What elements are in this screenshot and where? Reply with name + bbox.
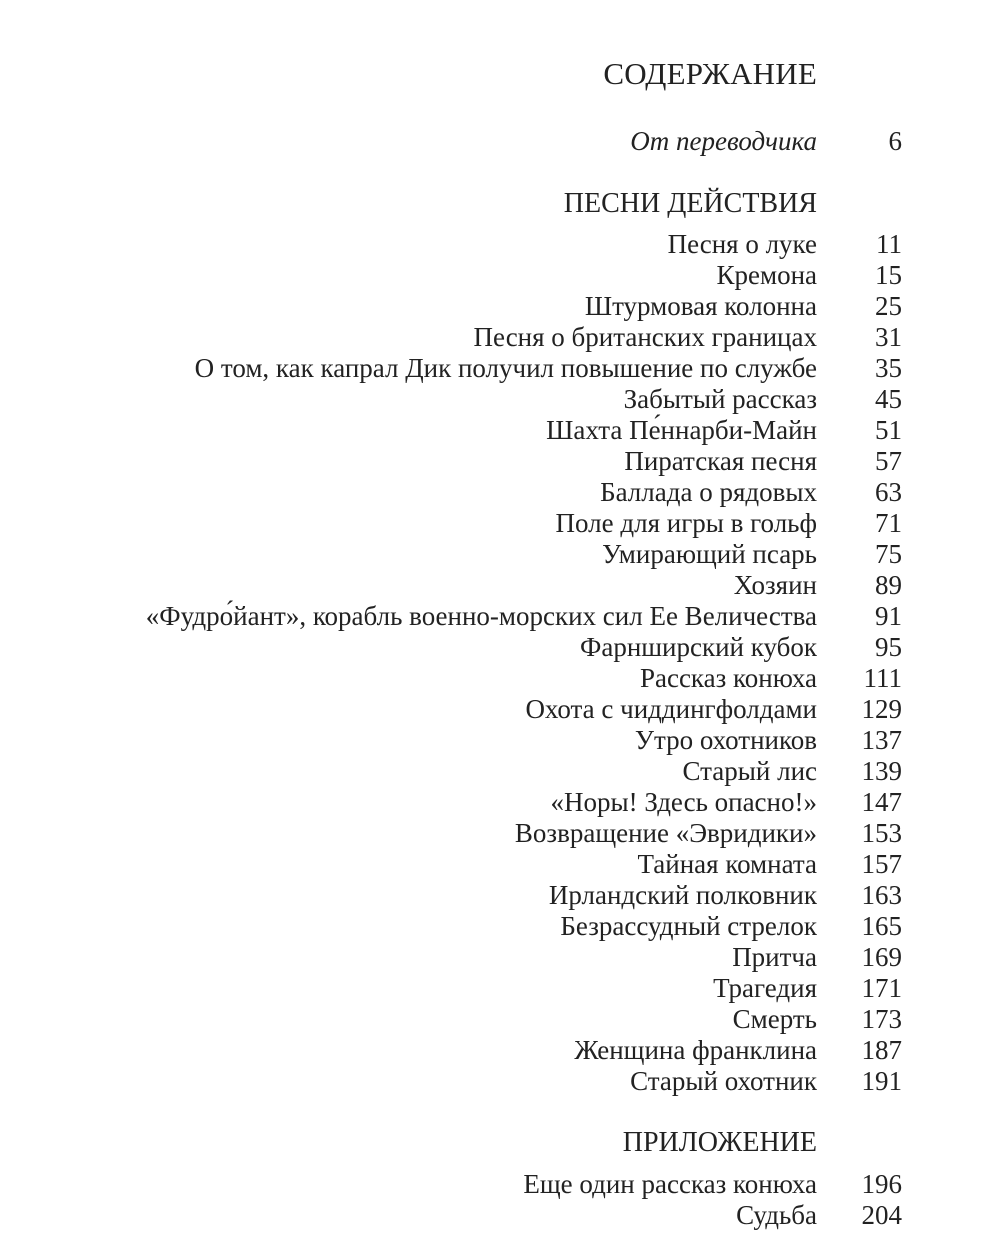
toc-entry-title: Песня о луке xyxy=(667,229,817,259)
toc-entry-page: 95 xyxy=(875,632,902,662)
toc-entry-page: 153 xyxy=(861,818,902,848)
toc-entry-title: Ирландский полковник xyxy=(548,880,817,910)
toc-entry-title: Безрассудный стрелок xyxy=(560,911,817,941)
toc-entry-title: Смерть xyxy=(732,1004,817,1034)
toc-entry-page: 165 xyxy=(861,911,902,941)
toc-entry-page: 11 xyxy=(876,229,902,259)
toc-entry xyxy=(0,663,1000,694)
toc-entry xyxy=(0,1035,1000,1066)
toc-entry-page: 31 xyxy=(875,322,902,352)
toc-entry-title: Умирающий псарь xyxy=(602,539,817,569)
toc-entry xyxy=(0,1169,1000,1200)
toc-entry xyxy=(0,446,1000,477)
toc-entry-page: 129 xyxy=(861,694,902,724)
toc-entry-title: Трагедия xyxy=(713,973,817,1003)
toc-entry xyxy=(0,849,1000,880)
toc-entry-page: 75 xyxy=(875,539,902,569)
toc-entry xyxy=(0,818,1000,849)
toc-entry xyxy=(0,322,1000,353)
toc-entry-title: Судьба xyxy=(736,1200,817,1230)
toc-entry xyxy=(0,725,1000,756)
toc-entry xyxy=(0,384,1000,415)
toc-entry-title: Штурмовая колонна xyxy=(584,291,817,321)
toc-entry-title: «Норы! Здесь опасно!» xyxy=(550,787,817,817)
toc-entry-title: Шахта Пе́ннарби-Майн xyxy=(546,415,817,445)
toc-entry-page: 196 xyxy=(861,1169,902,1199)
toc-entry-page: 6 xyxy=(888,126,902,156)
toc-entry-page: 139 xyxy=(861,756,902,786)
toc-entry-page: 111 xyxy=(863,663,902,693)
toc-entry-page: 163 xyxy=(861,880,902,910)
toc-entry xyxy=(0,508,1000,539)
toc-entry-page: 91 xyxy=(875,601,902,631)
toc-entry-page: 57 xyxy=(875,446,902,476)
toc-entry-title: Пиратская песня xyxy=(624,446,817,476)
toc-entry-page: 45 xyxy=(875,384,902,414)
toc-entry-page: 51 xyxy=(875,415,902,445)
toc-entry-title: Старый лис xyxy=(682,756,817,786)
toc-entry-title: Женщина франклина xyxy=(574,1035,817,1065)
toc-entry xyxy=(0,291,1000,322)
toc-entry-page: 25 xyxy=(875,291,902,321)
toc-entry xyxy=(0,415,1000,446)
section-heading: ПРИЛОЖЕНИЕ xyxy=(622,1127,817,1158)
toc-entry-page: 89 xyxy=(875,570,902,600)
toc-entry xyxy=(0,756,1000,787)
page-title: СОДЕРЖАНИЕ xyxy=(603,56,817,91)
toc-entry xyxy=(0,477,1000,508)
toc-entry xyxy=(0,570,1000,601)
toc-entry xyxy=(0,539,1000,570)
toc-entry xyxy=(0,260,1000,291)
toc-entry xyxy=(0,229,1000,260)
toc-entry-title: Баллада о рядовых xyxy=(600,477,817,507)
toc-entry-title: От переводчика xyxy=(630,126,817,156)
toc-entry-title: Охота с чиддингфолдами xyxy=(525,694,817,724)
toc-entry-title: О том, как капрал Дик получил повышение по службе xyxy=(194,353,817,383)
toc-entry-page: 15 xyxy=(875,260,902,290)
toc-entry-page: 169 xyxy=(861,942,902,972)
toc-entry-title: Кремона xyxy=(716,260,817,290)
toc-entry-title: Утро охотников xyxy=(634,725,817,755)
toc-entry-page: 35 xyxy=(875,353,902,383)
toc-entry-title: Тайная комната xyxy=(637,849,817,879)
toc-entry xyxy=(0,942,1000,973)
toc-entry-page: 147 xyxy=(861,787,902,817)
toc-entry-title: Хозяин xyxy=(733,570,817,600)
toc-entry-intro xyxy=(0,126,1000,157)
toc-entry xyxy=(0,694,1000,725)
toc-entry-title: «Фудро́йант», корабль военно-морских сил Ее Величества xyxy=(145,601,817,631)
toc-entry-page: 63 xyxy=(875,477,902,507)
toc-entry xyxy=(0,1200,1000,1231)
toc-entry-title: Песня о британских границах xyxy=(473,322,817,352)
toc-entry-title: Притча xyxy=(732,942,817,972)
toc-entry-page: 191 xyxy=(861,1066,902,1096)
toc-entry xyxy=(0,1066,1000,1097)
toc-entry-title: Фарнширский кубок xyxy=(580,632,817,662)
toc-entry-title: Возвращение «Эвридики» xyxy=(514,818,817,848)
toc-entry xyxy=(0,601,1000,632)
toc-entry-page: 137 xyxy=(861,725,902,755)
toc-entry-title: Рассказ конюха xyxy=(639,663,817,693)
toc-entry xyxy=(0,973,1000,1004)
toc-entry-page: 171 xyxy=(861,973,902,1003)
toc-entry-title: Поле для игры в гольф xyxy=(555,508,817,538)
toc-entry-page: 204 xyxy=(861,1200,902,1230)
section-heading: ПЕСНИ ДЕЙСТВИЯ xyxy=(563,188,817,219)
toc-entry xyxy=(0,353,1000,384)
toc-entry-title: Еще один рассказ конюха xyxy=(523,1169,817,1199)
toc-entry xyxy=(0,911,1000,942)
toc-entry-title: Забытый рассказ xyxy=(623,384,817,414)
toc-entry xyxy=(0,632,1000,663)
toc-entry-page: 173 xyxy=(861,1004,902,1034)
toc-entry xyxy=(0,1004,1000,1035)
toc-entry-page: 157 xyxy=(861,849,902,879)
toc-entry-page: 187 xyxy=(861,1035,902,1065)
toc-entry xyxy=(0,880,1000,911)
toc-entry-page: 71 xyxy=(875,508,902,538)
toc-entry xyxy=(0,787,1000,818)
toc-entry-title: Старый охотник xyxy=(630,1066,817,1096)
